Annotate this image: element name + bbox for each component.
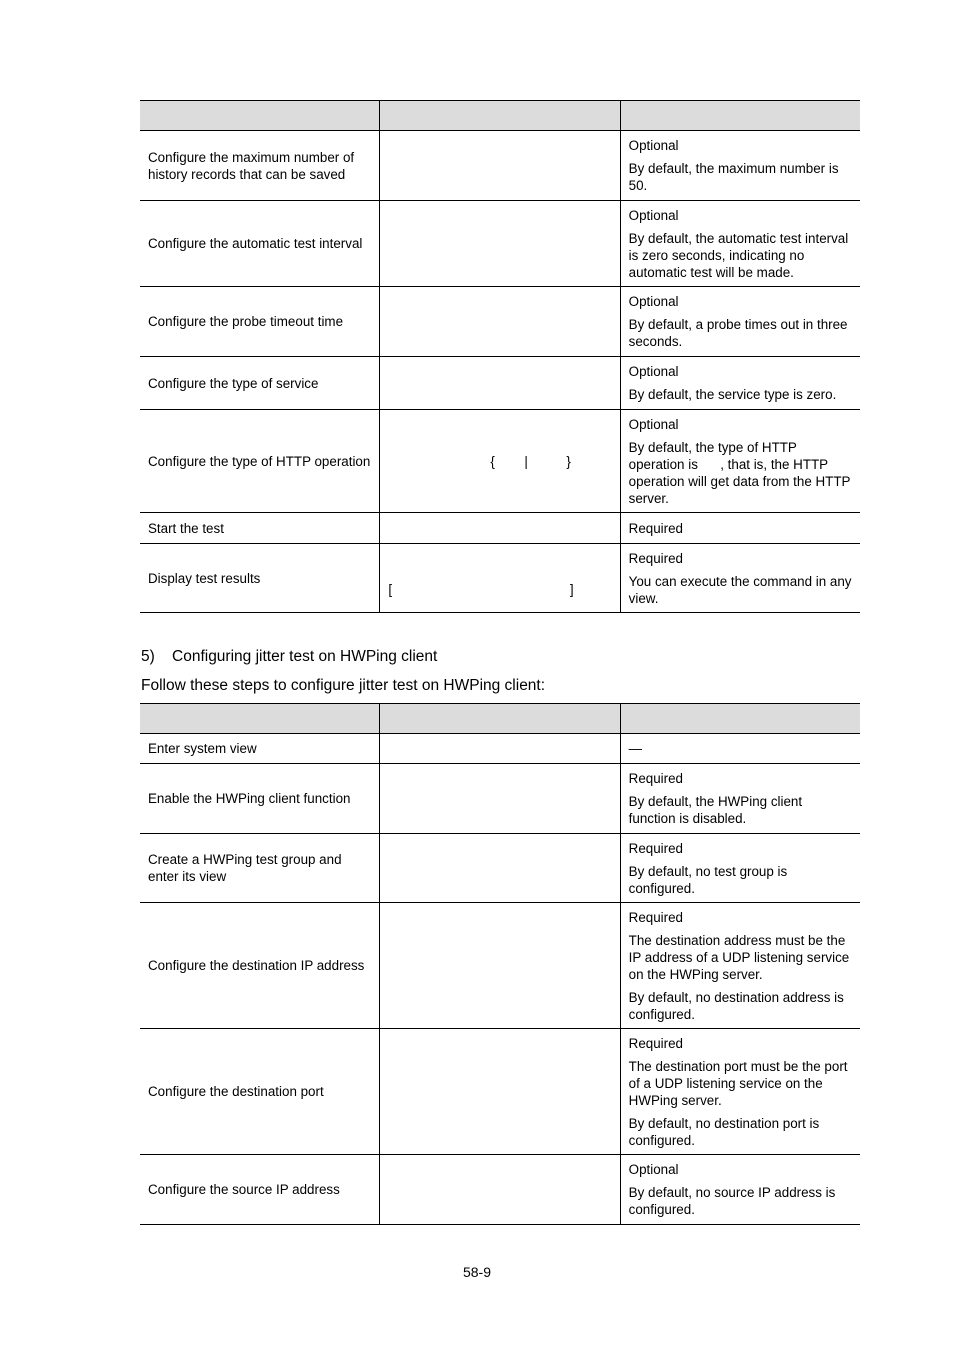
command-cell — [380, 903, 620, 1029]
remark-line: Optional — [628, 364, 679, 379]
remark-line: Required — [628, 520, 683, 536]
remarks-cell — [620, 903, 860, 1029]
table-header-row — [140, 101, 860, 131]
remark-line: Required — [628, 771, 683, 786]
remarks-cell — [620, 764, 860, 834]
command-cell — [380, 1155, 620, 1225]
remarks-cell — [620, 1155, 860, 1225]
remark-line: Optional — [628, 1162, 679, 1177]
remark-line: Required — [628, 909, 683, 925]
header-cell-action — [140, 101, 380, 131]
action-cell: Display test results — [148, 570, 261, 586]
remark-line: You can execute the command in any view. — [628, 573, 852, 606]
header-cell-action — [140, 704, 380, 734]
table-row — [140, 734, 860, 764]
header-cell-remarks — [620, 101, 860, 131]
remark-line: By default, the HWPing client function is disabled. — [628, 794, 803, 826]
table-row — [140, 903, 860, 1029]
action-cell: Start the test — [148, 520, 224, 536]
action-cell: Configure the probe timeout time — [148, 314, 344, 329]
brace-close: } — [566, 453, 571, 469]
pipe-separator: | — [524, 453, 528, 469]
brace-open: { — [490, 453, 495, 469]
command-cell — [380, 1029, 620, 1155]
table-row — [140, 287, 860, 357]
table-row — [140, 764, 860, 834]
section-heading: 5) Configuring jitter test on HWPing client — [141, 648, 438, 665]
action-cell: Configure the type of service — [148, 375, 319, 391]
table-row — [140, 1155, 860, 1225]
remark-line: By default, no destination address is configured. — [628, 989, 844, 1022]
table-row — [140, 201, 860, 287]
command-cell — [380, 544, 620, 613]
remark-line: By default, the type of HTTP operation is , that is, the HTTP operation will get data from the HTTP server. — [628, 439, 854, 506]
remark-line: Required — [628, 550, 683, 566]
remark-line: By default, no source IP address is configured. — [628, 1185, 836, 1217]
bracket-open: [ — [388, 582, 393, 597]
table-header-row — [140, 704, 860, 734]
action-cell: Configure the automatic test interval — [148, 236, 363, 251]
remark-line: Optional — [628, 416, 679, 432]
remarks-cell — [620, 201, 860, 287]
remarks-cell — [620, 544, 860, 613]
command-cell — [380, 410, 620, 513]
command-cell — [380, 287, 620, 357]
remark-line: The destination address must be the IP address of a UDP listening service on the HWPing server. — [628, 932, 850, 982]
remark-line: By default, the maximum number is 50. — [628, 161, 839, 193]
header-cell-remarks — [620, 704, 860, 734]
table-row — [140, 544, 860, 613]
action-cell: Configure the destination port — [148, 1084, 324, 1099]
command-cell — [380, 357, 620, 410]
header-cell-command — [380, 704, 620, 734]
remark-line: — — [628, 741, 643, 756]
command-cell — [380, 513, 620, 544]
config-table-jitter — [140, 703, 860, 1225]
action-cell: Configure the type of HTTP operation — [148, 453, 371, 469]
header-cell-command — [380, 101, 620, 131]
table-row — [140, 834, 860, 903]
action-cell: Enable the HWPing client function — [148, 791, 351, 806]
remarks-cell — [620, 410, 860, 513]
action-cell: Create a HWPing test group and enter its view — [148, 852, 342, 884]
config-table-http — [140, 100, 860, 613]
table-row — [140, 131, 860, 201]
command-cell — [380, 764, 620, 834]
action-cell: Configure the destination IP address — [148, 958, 365, 973]
remarks-cell — [620, 287, 860, 357]
section-intro: Follow these steps to configure jitter test on HWPing client: — [141, 677, 546, 694]
table-row — [140, 513, 860, 544]
remark-line: Required — [628, 1035, 683, 1051]
remarks-cell — [620, 734, 860, 764]
remark-line: The destination port must be the port of a UDP listening service on the HWPing server. — [628, 1058, 848, 1108]
remark-line: By default, no test group is configured. — [628, 863, 788, 896]
remark-line: By default, no destination port is configured. — [628, 1115, 820, 1148]
remark-line: By default, the automatic test interval is zero seconds, indicating no automatic test will be made. — [628, 230, 849, 280]
remark-line: Required — [628, 840, 683, 856]
remark-line: By default, a probe times out in three seconds. — [628, 317, 848, 349]
table-row — [140, 357, 860, 410]
remarks-cell — [620, 834, 860, 903]
command-cell — [380, 734, 620, 764]
page-number: 58-9 — [462, 1264, 492, 1280]
table-row — [140, 1029, 860, 1155]
bracket-close: ] — [569, 582, 574, 597]
remark-line: Optional — [628, 207, 679, 223]
action-cell: Configure the source IP address — [148, 1182, 340, 1197]
remarks-cell — [620, 357, 860, 410]
command-cell — [380, 201, 620, 287]
remark-line: By default, the service type is zero. — [628, 387, 837, 402]
remarks-cell — [620, 513, 860, 544]
remark-line: Optional — [628, 138, 679, 153]
action-cell: Enter system view — [148, 741, 257, 756]
remark-line: Optional — [628, 294, 679, 309]
table-row — [140, 410, 860, 513]
command-cell — [380, 834, 620, 903]
remarks-cell — [620, 131, 860, 201]
remarks-cell — [620, 1029, 860, 1155]
action-cell: Configure the maximum number of history records that can be saved — [148, 149, 355, 182]
command-cell — [380, 131, 620, 201]
